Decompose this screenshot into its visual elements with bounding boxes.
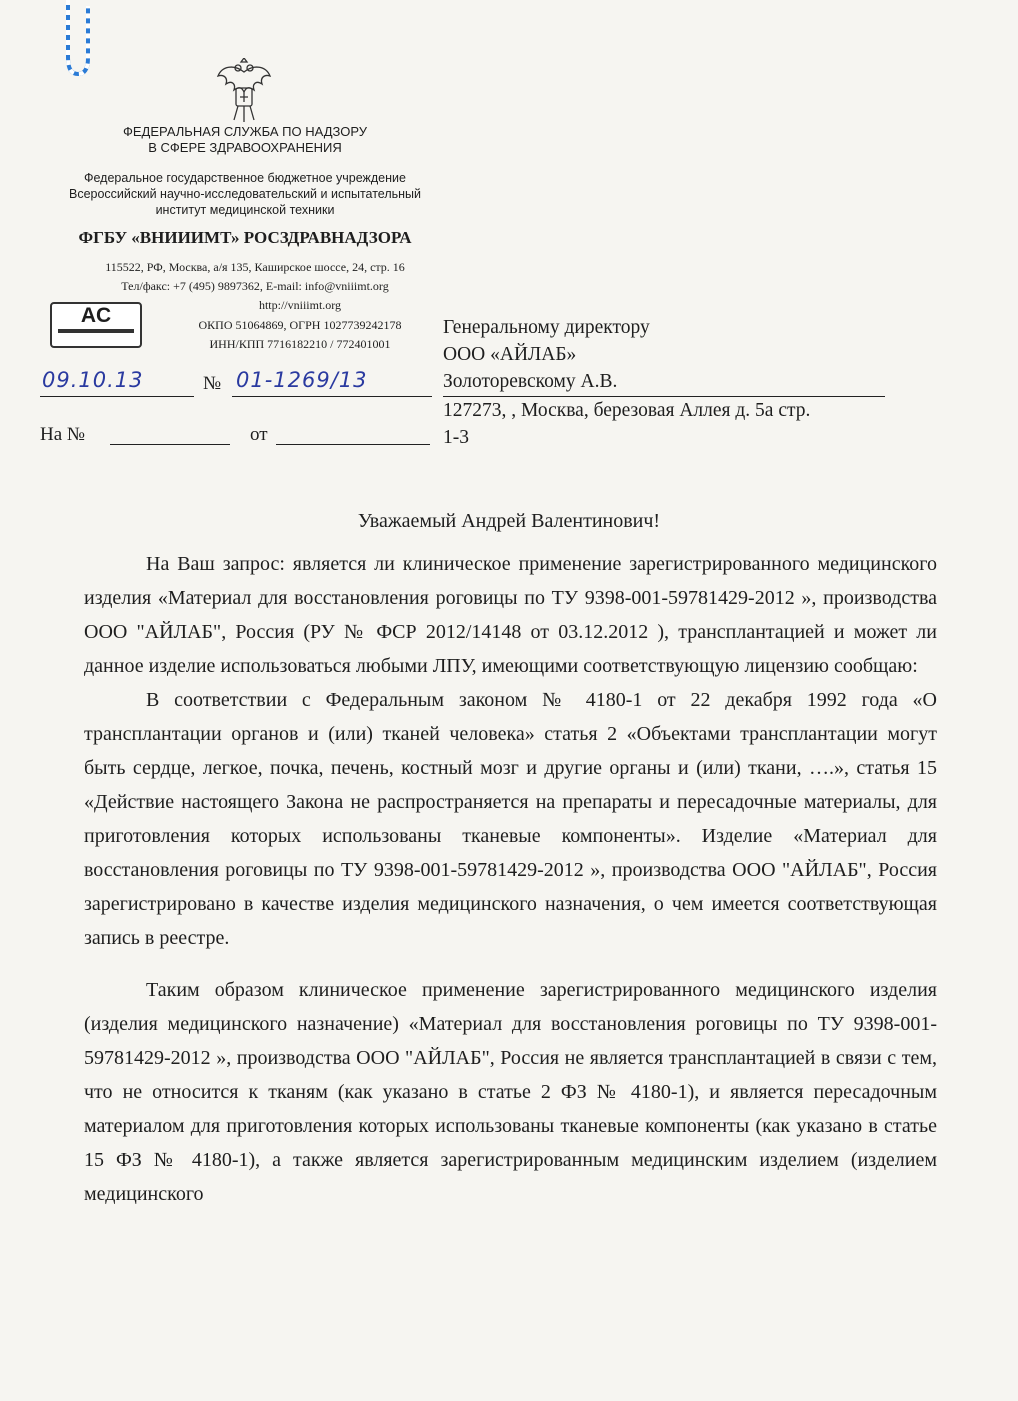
paragraph-1: На Ваш запрос: является ли клиническое применение зарегистрированного медицинского изделия «Материал для восстановления роговицы по ТУ 9398-001-59781429-2012 », производства ООО "АЙЛАБ", Россия (РУ № ФСР 2012/14148 от 03.12.2012 ), трансплантацией и может ли данное изделие использоваться любыми ЛПУ, имеющими соответствующую лицензию сообщаю:	[84, 553, 937, 677]
logo-bar	[58, 329, 134, 333]
agency-line-1: ФЕДЕРАЛЬНАЯ СЛУЖБА ПО НАДЗОРУ	[122, 124, 367, 139]
agency-line-2: В СФЕРЕ ЗДРАВООХРАНЕНИЯ	[148, 140, 342, 155]
letter-number: 01-1269/13	[236, 368, 368, 392]
institution-line-2: Всероссийский научно-исследовательский и испытательный	[68, 187, 422, 201]
reply-date-underline	[276, 444, 430, 445]
institution-name	[40, 170, 450, 218]
recipient-line-2: ООО «АЙЛАБ»	[443, 344, 577, 365]
recipient-line-5: 1-3	[443, 427, 469, 448]
okpo-ogrn: ОКПО 51064869, ОГРН 1027739242178	[198, 318, 402, 332]
institution-website: http://vniiimt.org	[258, 298, 342, 312]
greeting: Уважаемый Андрей Валентинович!	[357, 510, 661, 532]
paper-clip-icon	[58, 0, 96, 80]
number-sign: №	[203, 373, 222, 394]
inn-kpp: ИНН/КПП 7716182210 / 772401001	[209, 337, 391, 351]
paragraph-2: В соответствии с Федеральным законом № 4180-1 от 22 декабря 1992 года «О трансплантации органов и (или) тканей человека» статья 2 «Объектами трансплантации могут быть сердце, легкое, почка, печень, костный мозг и другие органы и (или) ткани, ….», статья 15 «Действие настоящего Закона не распространяется на препараты и пересадочные материалы, для приготовления которых использованы тканевые компоненты». Изделие «Материал для восстановления роговицы по ТУ 9398-001-59781429-2012 », производства ООО "АЙЛАБ", Россия зарегистрировано в качестве изделия медицинского назначения, о чем имеется соответствующая запись в реестре.	[84, 689, 937, 949]
agency-name	[55, 124, 435, 156]
institution-contacts: Тел/факс: +7 (495) 9897362, E-mail: info@vniiimt.org	[121, 279, 389, 293]
institution-line-1: Федеральное государственное бюджетное учреждение	[84, 171, 406, 185]
institution-address: 115522, РФ, Москва, а/я 135, Каширское шоссе, 24, стр. 16	[105, 260, 405, 274]
accreditation-logo	[50, 302, 142, 348]
accreditation-logo-text: AC	[80, 304, 112, 327]
letter-body	[84, 547, 937, 1211]
recipient-line-3: Золоторевскому А.В.	[443, 371, 618, 392]
institution-short-name: ФГБУ «ВНИИИМТ» РОСЗДРАВНАДЗОРА	[78, 228, 412, 247]
coat-of-arms-icon	[214, 58, 274, 124]
date-underline	[40, 396, 194, 397]
institution-line-3: институт медицинской техники	[155, 203, 335, 217]
logo-fine-print	[52, 334, 140, 340]
number-underline	[232, 396, 432, 397]
reply-date-label: от	[250, 424, 268, 445]
reply-to-label: На №	[40, 424, 86, 445]
paragraph-3: Таким образом клиническое применение зарегистрированного медицинского изделия (изделия медицинского назначение) «Материал для восстановления роговицы по ТУ 9398-001-59781429-2012 », производства ООО "АЙЛАБ", Россия не является трансплантацией в связи с тем, что не относится к тканям (как указано в статье 2 ФЗ № 4180-1), и является пересадочным материалом для приготовления которых использованы тканевые компоненты (как указано в статье 15 ФЗ № 4180-1), а также является зарегистрированным медицинским изделием (изделием медицинского	[84, 979, 937, 1205]
reply-to-underline	[110, 444, 230, 445]
recipient-line-4: 127273, , Москва, березовая Аллея д. 5а стр.	[443, 400, 811, 421]
letter-date: 09.10.13	[42, 368, 144, 392]
recipient-line-1: Генеральному директору	[443, 317, 650, 338]
recipient-block	[443, 314, 913, 451]
